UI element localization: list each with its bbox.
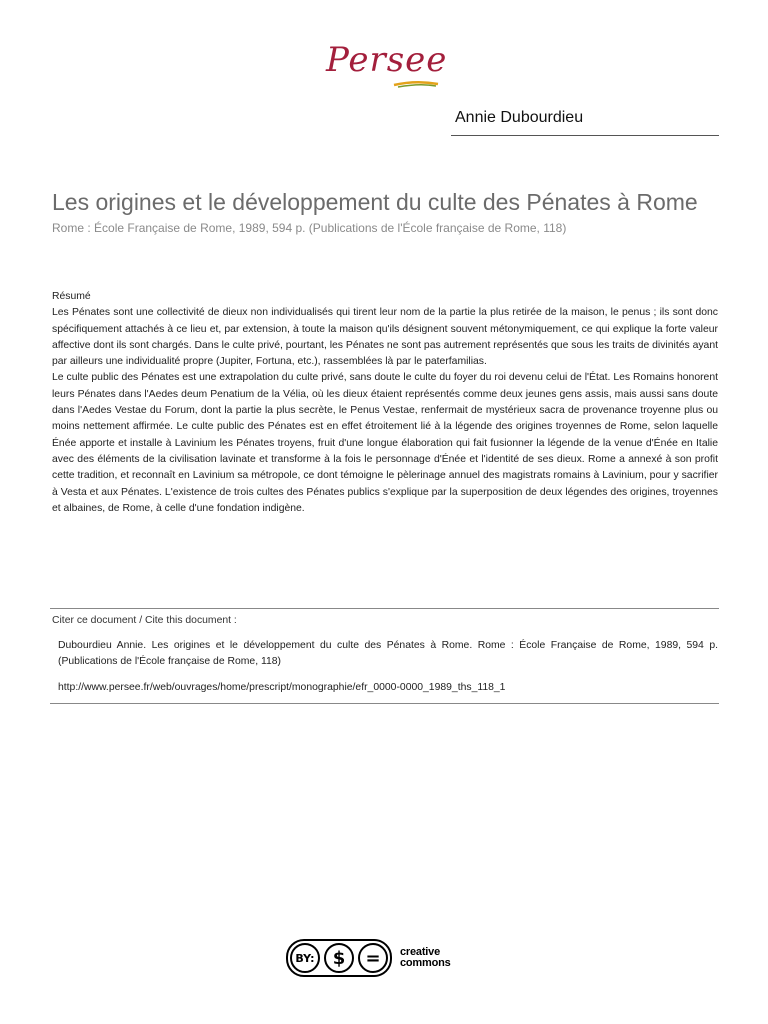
abstract-paragraph-1: Les Pénates sont une collectivité de dieux non individualisés qui tirent leur nom de la partie la plus retirée de la maison, le penus ; ils sont donc spécifiquement attachés à ce lieu et, par extension, à toute la maison qu'ils désignent souvent métonymiquement, ce qui explique la forte valeur affective dont ils sont chargés. Dans le culte privé, pourtant, les Pénates ne sont pas autrement représentés que sous les traits de divinités ayant par ailleurs une individualité propre (Jupiter, Fortuna, etc.), rassemblées là par le paterfamilias. <box>52 307 718 368</box>
abstract <box>52 289 718 517</box>
cc-wordmark-line1: creative <box>400 946 440 958</box>
author-name: Annie Dubourdieu <box>455 109 584 126</box>
document-title: Les origines et le développement du culte des Pénates à Rome <box>52 189 698 215</box>
logo-swoosh-icon <box>392 78 440 88</box>
author-divider <box>451 135 719 136</box>
cc-nd-icon: = <box>358 943 388 973</box>
citation-top-divider <box>50 608 719 609</box>
creative-commons-license[interactable] <box>286 938 486 978</box>
citation-url-link[interactable]: http://www.persee.fr/web/ouvrages/home/prescript/monographie/efr_0000-0000_1989_ths_118_1 <box>58 682 506 693</box>
citation-text: Dubourdieu Annie. Les origines et le développement du culte des Pénates à Rome. Rome : École Française de Rome, 1989, 594 p. (Publications de l'École française de Rome, 118) <box>58 640 718 668</box>
abstract-paragraph-2: Le culte public des Pénates est une extrapolation du culte privé, sans doute le culte du foyer du roi devenu celui de l'État. Les Romains honorent leurs Pénates dans l'Aedes deum Penatium de la Vélia, où les dieux étaient représentés comme deux jeunes gens assis, mais aussi sans doute dans l'Aedes Vestae du Forum, dont la partie la plus secrète, le Penus Vestae, renfermait de mystérieux sacra de provenance troyenne plus ou moins nettement affirmée. Le culte public des Pénates est en effet étroitement lié à la légende des origines troyennes de Rome, selon laquelle Énée apporte et installe à Lavinium les Pénates troyens, fruit d'une longue élaboration qui fait fusionner la légende de la venue d'Énée en Italie avec des éléments de la civilisation lavinate et transforme à la fois le personnage d'Énée et l'identité de ses dieux. Rome a annexé à son profit cette tradition, et reconnaît en Lavinium sa métropole, ce dont témoigne le pèlerinage annuel des magistrats romains à Lavinium, pour y sacrifier à Vesta et aux Pénates. L'existence de trois cultes des Pénates publics s'explique par la superposition de deux légendes des origines, troyennes et albaines, de Rome, à celle d'une fondation indigène. <box>52 372 718 514</box>
persee-logo[interactable] <box>322 40 446 92</box>
cc-wordmark-line2: commons <box>400 957 451 969</box>
cc-badge <box>286 939 392 977</box>
citation-label: Citer ce document / Cite this document : <box>52 615 237 626</box>
cc-nc-icon: $ <box>324 943 354 973</box>
persee-logo-text: Persee <box>326 40 448 80</box>
publication-info: Rome : École Française de Rome, 1989, 594 p. (Publications de l'École française de Rome, 118) <box>52 221 567 235</box>
cc-by-icon: BY: <box>290 943 320 973</box>
citation-bottom-divider <box>50 703 719 704</box>
abstract-heading: Résumé <box>52 291 91 302</box>
cc-wordmark <box>400 947 451 969</box>
